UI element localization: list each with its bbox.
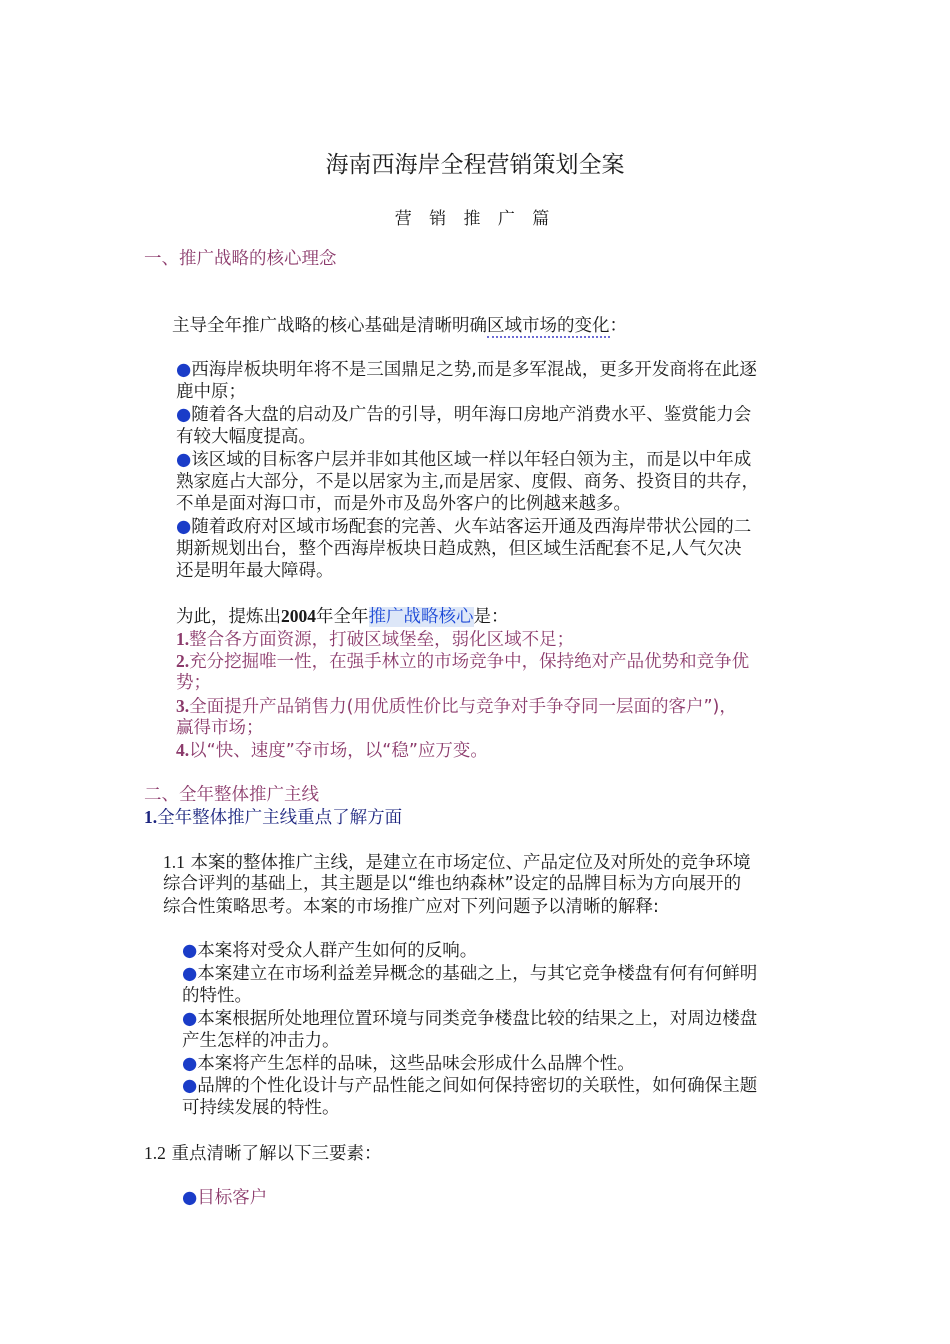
s2-bullet-5-line-2: 可持续发展的特性。: [182, 1098, 340, 1118]
s1-bullet-3-line-1: ●该区域的目标客户层并非如其他区域一样以年轻白领为主，而是以中年成: [176, 450, 752, 470]
s2-bullet-1: ●本案将对受众人群产生如何的反响。: [182, 941, 478, 961]
s1-bullet-2-line-1: ●随着各大盘的启动及广告的引导，明年海口房地产消费水平、鉴赏能力会: [176, 405, 752, 425]
s2-bullet-4: ●本案将产生怎样的品味，这些品味会形成什么品牌个性。: [182, 1054, 635, 1074]
para-1-2: 1.2 重点清晰了解以下三要素：: [144, 1143, 382, 1164]
bullet-dot-icon: ●: [176, 360, 192, 380]
point-4: 4.以“快、速度”夺市场，以“稳”应万变。: [176, 740, 488, 761]
section1-intro: [172, 315, 627, 337]
bullet-dot-icon: ●: [176, 517, 192, 537]
s1-bullet-1-line-2: 鹿中原；: [176, 382, 246, 402]
para-1-1-line-2: 综合评判的基础上，其主题是以“维也纳森林”设定的品牌目标为方向展开的: [163, 874, 742, 894]
s2-bullet-3-line-2: 产生怎样的冲击力。: [182, 1031, 340, 1051]
summary-line: 为此，提炼出2004年全年推广战略核心是：: [176, 606, 509, 627]
bullet-dot-icon: ●: [182, 1076, 198, 1096]
bullet-dot-icon: ●: [182, 1188, 198, 1208]
point-2-line-2: 势；: [176, 673, 211, 693]
bullet-dot-icon: ●: [176, 450, 192, 470]
s1-bullet-4-line-3: 还是明年最大障碍。: [176, 561, 334, 581]
para-1-1-line-3: 综合性策略思考。本案的市场推广应对下列问题予以清晰的解释:: [163, 897, 659, 917]
s2-bullet-3-line-1: ●本案根据所处地理位置环境与同类竞争楼盘比较的结果之上，对周边楼盘: [182, 1009, 758, 1029]
s2-bullet-2-line-2: 的特性。: [182, 986, 252, 1006]
s1-bullet-4-line-1: ●随着政府对区域市场配套的完善、火车站客运开通及西海岸带状公园的二: [176, 517, 752, 537]
bullet-dot-icon: ●: [182, 1054, 198, 1074]
s2-bullet-5-line-1: ●品牌的个性化设计与产品性能之间如何保持密切的关联性，如何确保主题: [182, 1076, 758, 1096]
point-2-line-1: 2.充分挖掘唯一性，在强手林立的市场竞争中，保持绝对产品优势和竞争优: [176, 651, 750, 672]
summary-highlight: 推广战略核心: [368, 607, 474, 627]
bullet-dot-icon: ●: [182, 964, 198, 984]
element-target-customer: ●目标客户: [182, 1188, 268, 1208]
intro-colon: ：: [609, 316, 627, 336]
section2-subheading: 1.全年整体推广主线重点了解方面: [144, 807, 403, 828]
s2-bullet-2-line-1: ●本案建立在市场利益差异概念的基础之上，与其它竞争楼盘有何有何鲜明: [182, 964, 758, 984]
document-title: 海南西海岸全程营销策划全案: [325, 152, 625, 178]
s1-bullet-4-line-2: 期新规划出台，整个西海岸板块日趋成熟，但区域生活配套不足,人气欠决: [176, 539, 742, 559]
s1-bullet-2-line-2: 有较大幅度提高。: [176, 427, 316, 447]
point-3-line-1: 3.全面提升产品销售力(用优质性价比与竞争对手争夺同一层面的客户”)，: [176, 696, 737, 717]
para-1-1-line-1: 1.1 本案的整体推广主线，是建立在市场定位、产品定位及对所处的竞争环境: [163, 852, 751, 873]
bullet-dot-icon: ●: [182, 1009, 198, 1029]
s1-bullet-3-line-2: 熟家庭占大部分，不是以居家为主,而是居家、度假、商务、投资目的共存，: [176, 472, 760, 492]
point-3-line-2: 赢得市场；: [176, 718, 264, 738]
intro-text: 主导全年推广战略的核心基础是清晰明确: [172, 316, 487, 336]
intro-link: 区域市场的变化: [487, 316, 610, 336]
s1-bullet-3-line-3: 不单是面对海口市，而是外市及岛外客户的比例越来越多。: [176, 494, 631, 514]
section1-heading: 一、推广战略的核心理念: [144, 249, 337, 269]
bullet-dot-icon: ●: [182, 941, 198, 961]
section2-heading: 二、全年整体推广主线: [144, 785, 319, 805]
point-1: 1.整合各方面资源，打破区域堡垒，弱化区域不足；: [176, 629, 575, 650]
s1-bullet-1-line-1: ●西海岸板块明年将不是三国鼎足之势,而是多军混战，更多开发商将在此逐: [176, 360, 757, 380]
bullet-dot-icon: ●: [176, 405, 192, 425]
document-subtitle: 营 销 推 广 篇: [394, 209, 556, 229]
